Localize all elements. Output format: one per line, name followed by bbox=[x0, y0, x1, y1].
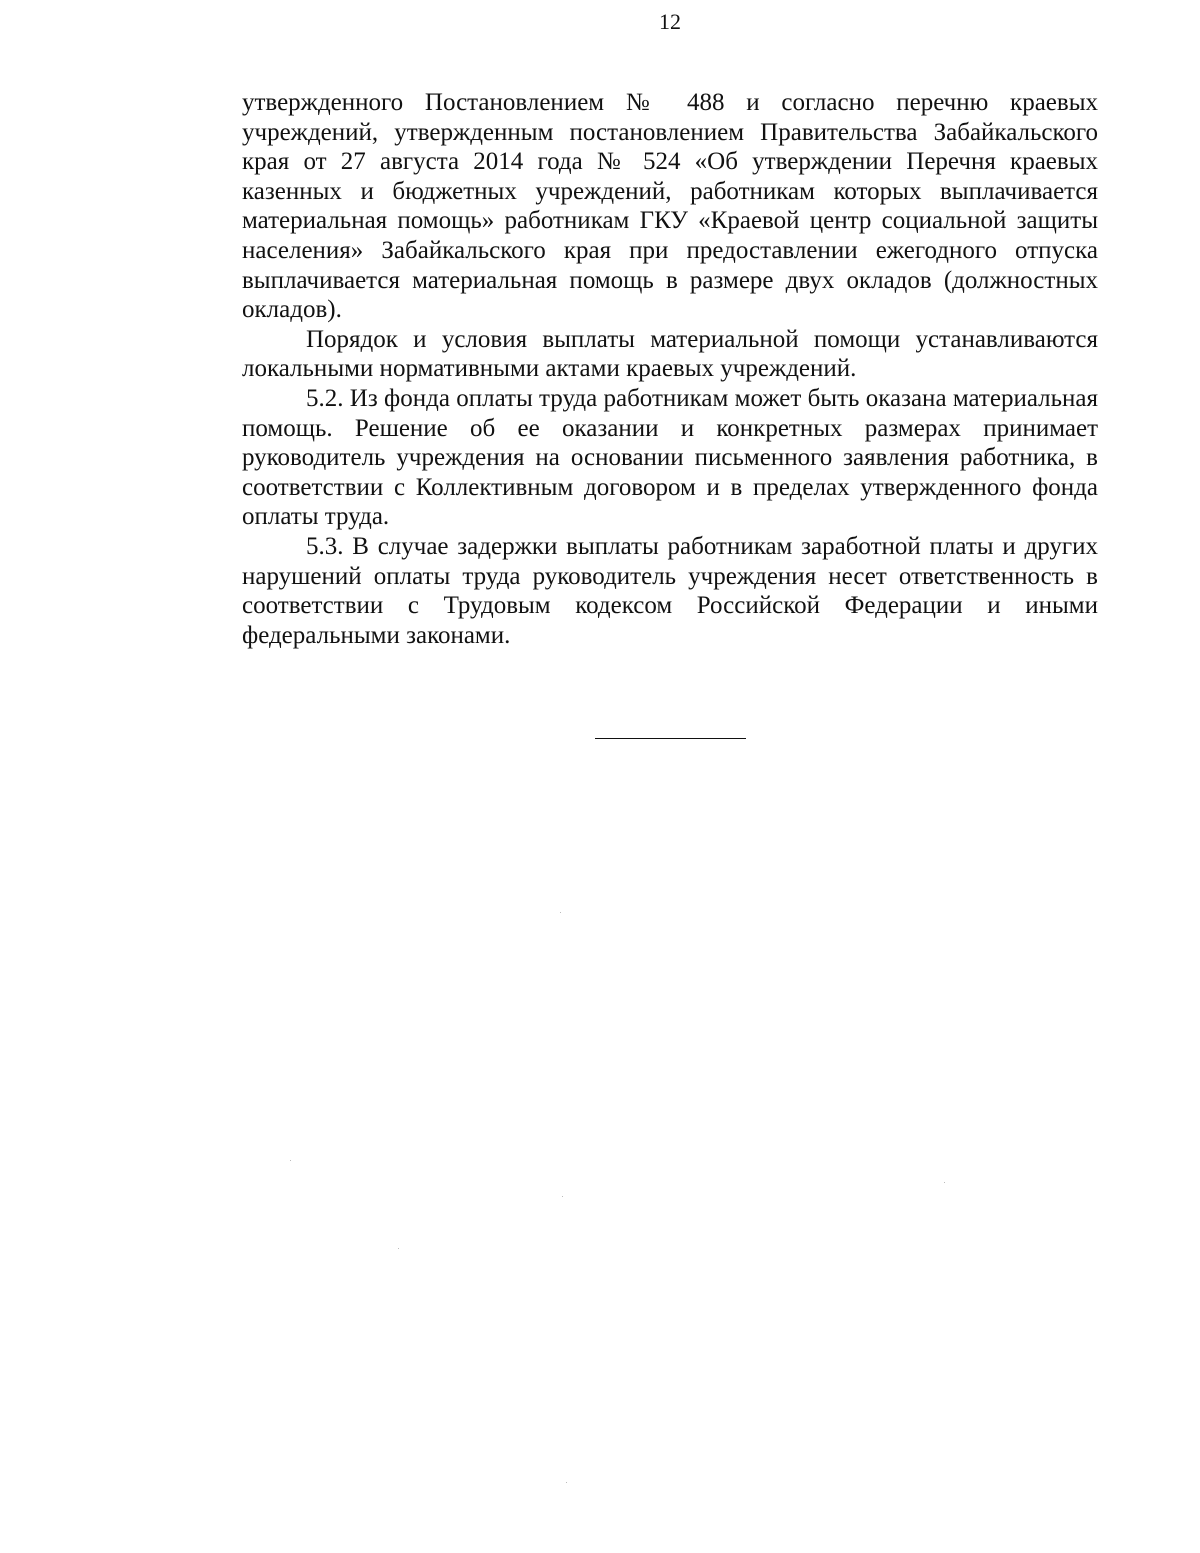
document-body bbox=[242, 88, 1098, 650]
scan-speck bbox=[562, 1196, 563, 1197]
paragraph-5-2: 5.2. Из фонда оплаты труда работникам может быть оказана материальная помощь. Решение об ее оказании и конкретных размерах принимает руководитель учреждения на основании письменного заявления работника, в соответствии с Коллективным договором и в пределах утвержденного фонда оплаты труда. bbox=[242, 384, 1098, 531]
paragraph-material-aid-annual-leave: утвержденного Постановлением № 488 и согласно перечню краевых учреждений, утвержденным постановлением Правительства Забайкальского края от 27 августа 2014 года № 524 «Об утверждении Перечня краевых казенных и бюджетных учреждений, работникам которых выплачивается материальная помощь» работникам ГКУ «Краевой центр социальной защиты населения» Забайкальского края при предоставлении ежегодного отпуска выплачивается материальная помощь в размере двух окладов (должностных окладов). bbox=[242, 89, 1098, 324]
scan-speck bbox=[290, 1160, 291, 1161]
paragraph-payment-procedure: Порядок и условия выплаты материальной помощи устанавливаются локальными нормативными актами краевых учреждений. bbox=[242, 325, 1098, 383]
page-number: 12 bbox=[659, 9, 681, 34]
paragraph-5-3: 5.3. В случае задержки выплаты работникам заработной платы и других нарушений оплаты труда руководитель учреждения несет ответственность в соответствии с Трудовым кодексом Российской Федерации и иными федеральными законами. bbox=[242, 532, 1098, 649]
end-of-text-rule bbox=[595, 738, 746, 739]
scan-speck bbox=[944, 1182, 945, 1183]
scan-speck bbox=[566, 1482, 567, 1483]
scan-speck bbox=[398, 1248, 399, 1249]
scan-speck bbox=[560, 912, 561, 913]
